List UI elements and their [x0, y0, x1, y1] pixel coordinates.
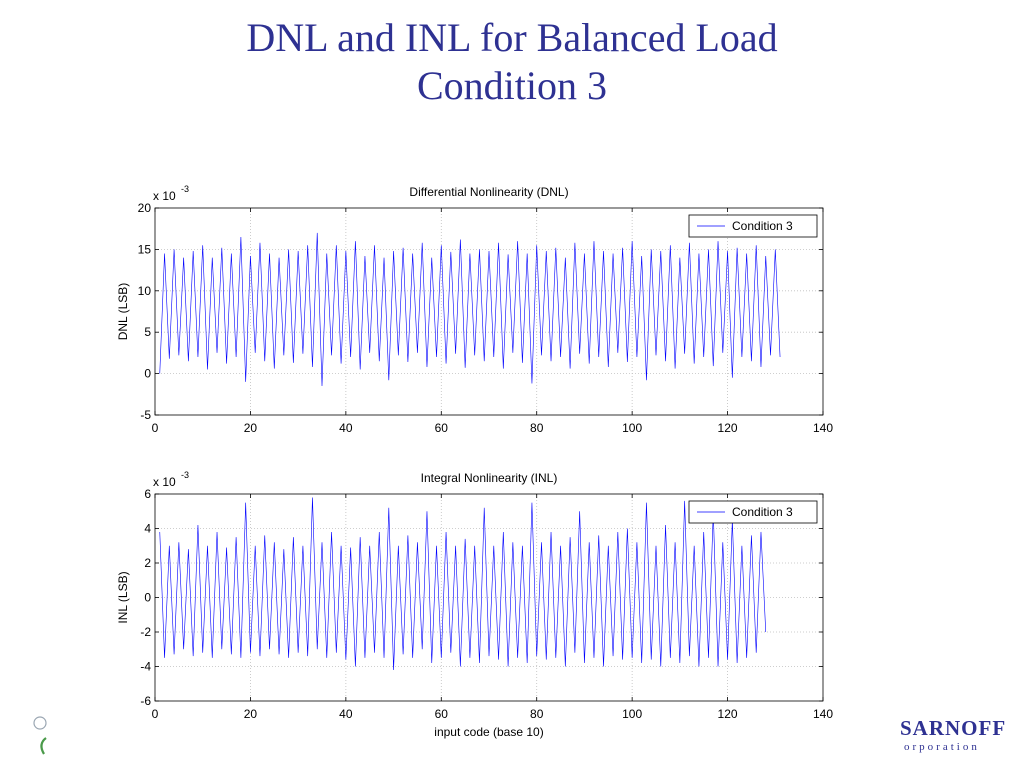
y-tick-label: 6	[144, 487, 151, 501]
x-axis-label: input code (base 10)	[434, 725, 544, 739]
x-tick-label: 20	[243, 707, 258, 721]
y-tick-label: 0	[144, 366, 151, 381]
x-tick-label: 20	[243, 421, 258, 435]
x-tick-label: 100	[622, 707, 643, 721]
y-tick-label: 10	[137, 283, 151, 298]
x-tick-label: 120	[717, 421, 738, 435]
x-tick-label: 80	[530, 707, 544, 721]
x-tick-label: 0	[151, 421, 159, 435]
y-axis-label: INL (LSB)	[116, 571, 130, 624]
chart-title: Integral Nonlinearity (INL)	[420, 471, 558, 485]
legend-label: Condition 3	[732, 219, 793, 233]
slide-title-line-1: DNL and INL for Balanced Load	[246, 15, 778, 60]
left-logo	[30, 712, 52, 756]
left-logo-icon	[30, 712, 52, 756]
x-tick-label: 0	[151, 707, 159, 721]
x-tick-label: 40	[339, 707, 353, 721]
y-tick-label: -4	[140, 659, 151, 674]
slide-title-line-2: Condition 3	[416, 63, 608, 108]
x-tick-label: 60	[434, 707, 448, 721]
exponent-label: x 10	[153, 475, 176, 489]
sarnoff-logo-sub: orporation	[904, 741, 980, 753]
chart-title: Differential Nonlinearity (DNL)	[409, 185, 569, 199]
exponent-power: -3	[181, 470, 190, 480]
exponent-power: -3	[181, 184, 190, 194]
y-tick-label: 4	[144, 521, 151, 536]
y-tick-label: 2	[144, 556, 151, 570]
x-tick-label: 100	[622, 421, 643, 435]
y-tick-label: 5	[144, 325, 151, 340]
x-tick-label: 120	[717, 707, 738, 721]
x-tick-label: 140	[812, 421, 834, 435]
x-tick-label: 140	[812, 707, 834, 721]
chart-2	[116, 470, 833, 739]
y-tick-label: 15	[137, 242, 151, 257]
y-tick-label: -6	[140, 694, 151, 708]
y-tick-label: 0	[144, 590, 151, 605]
exponent-label: x 10	[153, 189, 176, 203]
sarnoff-logo-brand: SARNOFF	[900, 716, 1007, 740]
y-tick-label: -5	[140, 408, 151, 422]
legend	[689, 215, 817, 237]
plot-area	[155, 208, 823, 415]
y-axis-label: DNL (LSB)	[116, 282, 130, 341]
legend-label: Condition 3	[732, 505, 793, 519]
y-tick-label: -2	[140, 625, 151, 639]
x-tick-label: 40	[339, 421, 353, 435]
sarnoff-logo	[900, 716, 1007, 756]
x-tick-label: 60	[434, 421, 448, 435]
x-tick-label: 80	[530, 421, 544, 435]
y-tick-label: 20	[137, 201, 151, 215]
chart-1	[116, 184, 833, 435]
legend	[689, 501, 817, 523]
